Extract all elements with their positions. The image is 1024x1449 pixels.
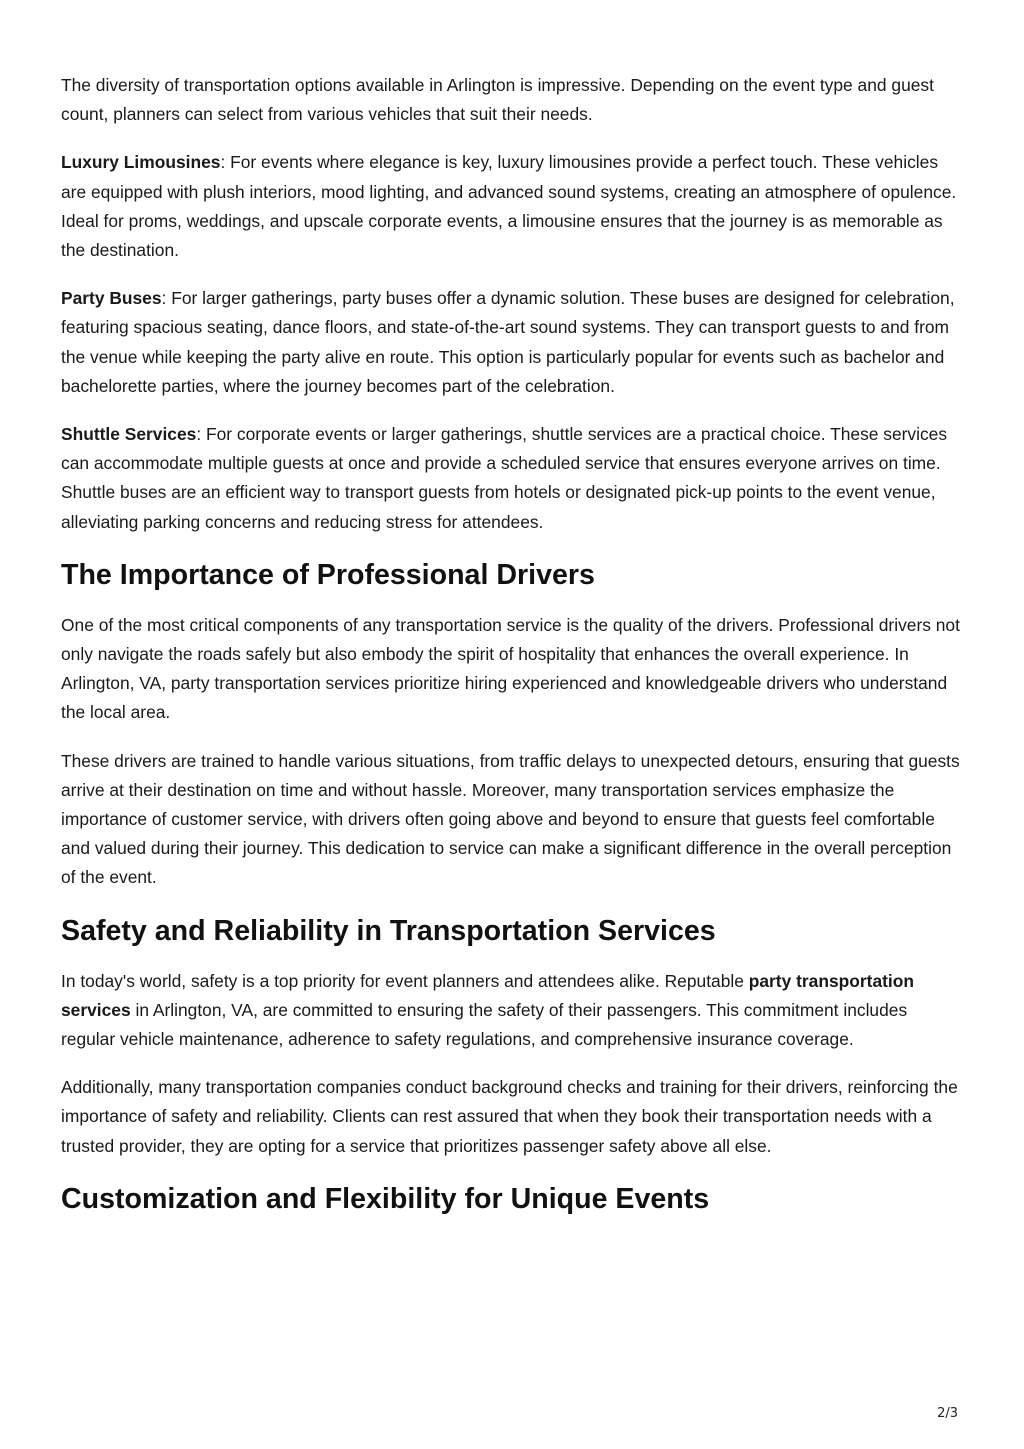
shuttle-services-text: : For corporate events or larger gatherings, shuttle services are a practical choice. These services can accommodate multiple guests at once and provide a scheduled service that ensures everyone arrives on time. Shuttle buses are an efficient way to transport guests from hotels or designated pick-up points to the event venue, alleviating parking concerns and reducing stress for attendees. [61,424,948,532]
safety-paragraph-1 [61,967,966,1055]
customization-heading: Customization and Flexibility for Unique Events [61,1182,710,1215]
party-buses-text: : For larger gatherings, party buses offer a dynamic solution. These buses are designed for celebration, featuring spacious seating, dance floors, and state-of-the-art sound systems. They can transport guests to and from the venue while keeping the party alive en route. This option is particularly popular for events such as bachelor and bachelorette parties, where the journey becomes part of the celebration. [61,288,955,396]
drivers-paragraph-1: One of the most critical components of any transportation service is the quality of the drivers. Professional drivers not only navigate the roads safely but also embody the spirit of hospitality that enhances the overall experience. In Arlington, VA, party transportation services prioritize hiring experienced and knowledgeable drivers who understand the local area. [61,614,960,723]
safety-paragraph-2: Additionally, many transportation companies conduct background checks and training for their drivers, reinforcing the importance of safety and reliability. Clients can rest assured that when they book their transportation needs with a trusted provider, they are opting for a service that prioritizes passenger safety above all else. [61,1077,958,1156]
document-body [61,71,966,1235]
safety-text-before: In today's world, safety is a top priority for event planners and attendees alike. Reputable [61,970,749,991]
intro-paragraph: The diversity of transportation options available in Arlington is impressive. Depending on the event type and guest count, planners can select from various vehicles that suit their needs. [61,75,934,125]
luxury-limousines-text: : For events where elegance is key, luxury limousines provide a perfect touch. These vehicles are equipped with plush interiors, mood lighting, and advanced sound systems, creating an atmosphere of opulence. Ideal for proms, weddings, and upscale corporate events, a limousine ensures that the journey is as memorable as the destination. [61,152,957,261]
drivers-paragraph-2: These drivers are trained to handle various situations, from traffic delays to unexpected detours, ensuring that guests arrive at their destination on time and without hassle. Moreover, many transportation services emphasize the importance of customer service, with drivers often going above and beyond to ensure that guests feel comfortable and valued during their journey. This dedication to service can make a significant difference in the overall perception of the event. [61,750,960,888]
luxury-limousines-label: Luxury Limousines [61,152,221,173]
drivers-heading: The Importance of Professional Drivers [61,558,595,591]
shuttle-services-paragraph [61,420,966,537]
safety-text-after: in Arlington, VA, are committed to ensuring the safety of their passengers. This commitment includes regular vehicle maintenance, adherence to safety regulations, and comprehensive insurance coverage. [61,999,908,1050]
party-transportation-services-bold: party transportation services [61,970,914,1020]
party-buses-label: Party Buses [61,288,162,309]
shuttle-services-label: Shuttle Services [61,424,197,445]
party-buses-paragraph [61,284,966,401]
page-number: 2/3 [937,1406,958,1421]
safety-heading: Safety and Reliability in Transportation Services [61,914,716,947]
luxury-limousines-paragraph [61,148,966,265]
